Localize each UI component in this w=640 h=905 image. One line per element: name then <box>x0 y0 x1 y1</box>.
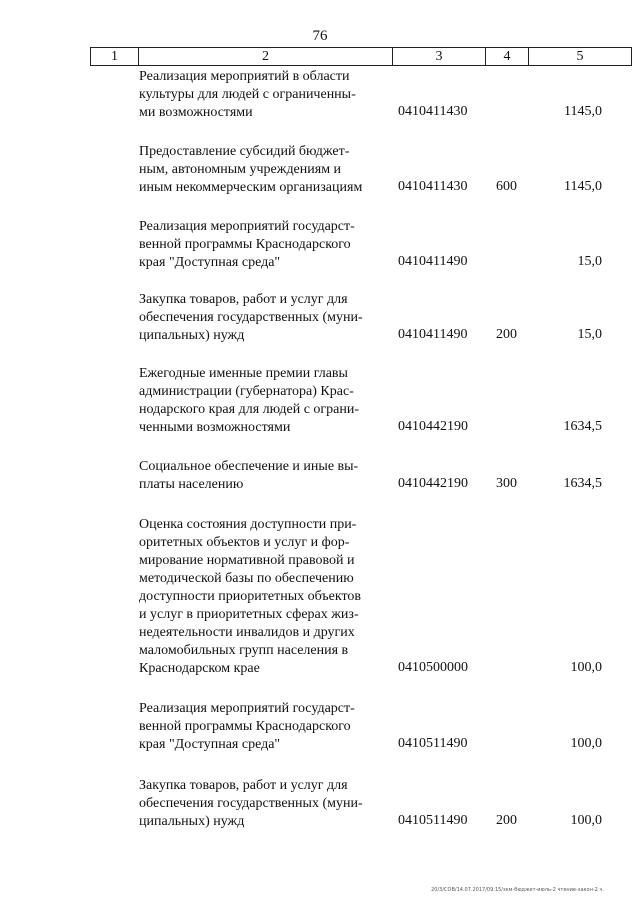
table-row <box>0 283 640 357</box>
row-amount: 1145,0 <box>564 179 602 194</box>
row-code: 0410411490 <box>398 327 468 342</box>
row-expense-type: 200 <box>496 813 517 828</box>
column-header-2: 2 <box>139 48 393 66</box>
row-amount: 100,0 <box>570 660 602 675</box>
row-code: 0410442190 <box>398 419 468 434</box>
row-code: 0410411430 <box>398 179 468 194</box>
table-row <box>0 692 640 769</box>
page-number: 76 <box>312 28 328 44</box>
footer-file-stamp: 20/3/СОВ/14.07.2017/09:15/зкм-бюджет-июль-2 чтение-закон-2 ч. <box>431 887 604 893</box>
row-code: 0410442190 <box>398 476 468 491</box>
row-code: 0410411430 <box>398 104 468 119</box>
row-amount: 15,0 <box>577 254 602 269</box>
row-code: 0410511490 <box>398 813 468 828</box>
row-amount: 1634,5 <box>563 419 602 434</box>
table-row <box>0 450 640 508</box>
row-name: Закупка товаров, работ и услуг для обеспечения государственных (муни- ципальных) нужд <box>139 778 363 829</box>
row-name: Реализация мероприятий в области культуры для людей с ограниченны- ми возможностями <box>139 69 356 120</box>
row-name: Ежегодные именные премии главы администрации (губернатора) Крас- нодарского края для людей с ограни- ченными возможностями <box>139 366 360 435</box>
row-name: Предоставление субсидий бюджет- ным, автономным учреждениям и иным некоммерческим организациям <box>139 144 363 195</box>
row-name: Социальное обеспечение и иные вы- платы населению <box>139 459 359 492</box>
table-row <box>0 210 640 283</box>
row-name: Реализация мероприятий государст- венной программы Краснодарского края "Доступная среда" <box>139 219 355 270</box>
column-header-1: 1 <box>91 48 139 66</box>
row-amount: 1145,0 <box>564 104 602 119</box>
table-row <box>0 64 640 135</box>
column-header-3: 3 <box>393 48 486 66</box>
row-code: 0410411490 <box>398 254 468 269</box>
table-row <box>0 508 640 692</box>
table-row <box>0 135 640 210</box>
column-header-5: 5 <box>529 48 632 66</box>
row-name: Закупка товаров, работ и услуг для обеспечения государственных (муни- ципальных) нужд <box>139 292 363 343</box>
table-row <box>0 357 640 450</box>
row-expense-type: 200 <box>496 327 517 342</box>
column-header-4: 4 <box>486 48 529 66</box>
row-code: 0410500000 <box>398 660 468 675</box>
row-name: Оценка состояния доступности при- оритетных объектов и услуг и фор- мирование нормативной правовой и методической базы по обеспечению доступности приоритетных объектов и услуг в приоритетных сферах жиз- недеятельности инвалидов и других маломобильных групп населения в Краснодарском крае <box>139 517 361 676</box>
row-amount: 100,0 <box>570 813 602 828</box>
row-amount: 100,0 <box>570 736 602 751</box>
row-amount: 1634,5 <box>563 476 602 491</box>
row-name: Реализация мероприятий государст- венной программы Краснодарского края "Доступная среда" <box>139 701 355 752</box>
row-code: 0410511490 <box>398 736 468 751</box>
row-amount: 15,0 <box>577 327 602 342</box>
table-row <box>0 769 640 843</box>
row-expense-type: 600 <box>496 179 517 194</box>
budget-rows <box>0 64 640 843</box>
column-header-row <box>91 48 632 66</box>
row-expense-type: 300 <box>496 476 517 491</box>
